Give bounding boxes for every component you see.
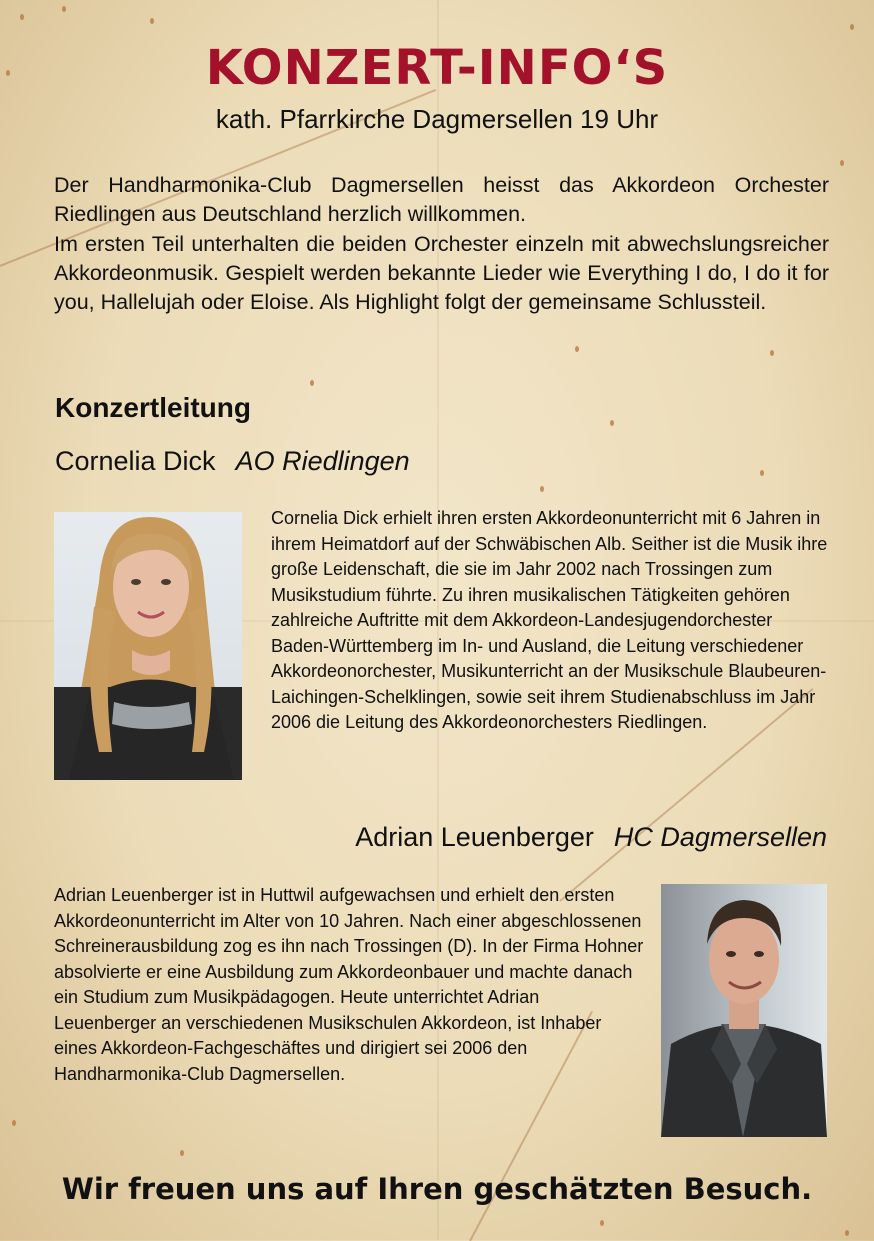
intro-paragraph: Der Handharmonika-Club Dagmersellen heisst das Akkordeon Orchester Riedlingen aus Deutschland herzlich willkommen. xyxy=(54,173,829,226)
paper-speck xyxy=(62,6,66,12)
conductor-name: Cornelia Dick xyxy=(55,446,216,476)
page-title: KONZERT-INFO‘S xyxy=(205,40,669,96)
section-heading: Konzertleitung xyxy=(55,392,251,423)
paper-speck xyxy=(310,380,314,386)
paper-speck xyxy=(180,1150,184,1156)
conductor-orchestra: HC Dagmersellen xyxy=(613,822,827,852)
paper-speck xyxy=(540,486,544,492)
portrait-woman-image xyxy=(54,512,242,780)
paper-speck xyxy=(575,346,579,352)
conductor-name-line xyxy=(55,446,410,477)
paper-speck xyxy=(20,14,24,20)
paper-speck xyxy=(840,160,844,166)
intro-paragraph: Im ersten Teil unterhalten die beiden Orchester einzeln mit abwechslungsreicher Akkordeonmusik. Gespielt werden bekannte Lieder wie Everything I do, I do it for you, Hallelujah oder Eloise. Als Highlight folgt der gemeinsame Schlussteil. xyxy=(54,232,829,314)
conductor-photo xyxy=(54,512,242,780)
closing-line: Wir freuen uns auf Ihren geschätzten Besuch. xyxy=(61,1172,813,1206)
venue-time: kath. Pfarrkirche Dagmersellen 19 Uhr xyxy=(215,104,659,134)
conductor-photo xyxy=(661,884,827,1137)
conductor-orchestra: AO Riedlingen xyxy=(235,446,410,476)
conductor-bio: Adrian Leuenberger ist in Huttwil aufgewachsen und erhielt den ersten Akkordeonunterricht im Alter von 10 Jahren. Nach einer abgeschlossenen Schreinerausbildung zog es ihn nach Trossingen (D). In der Firma Hohner absolvierte er eine Ausbildung zum Akkordeonbauer und machte danach ein Studium zum Musikpädagogen. Heute unterrichtet Adrian Leuenberger an verschiedenen Musikschulen Akkordeon, ist Inhaber eines Akkordeon-Fachgeschäftes und dirigiert sei 2006 den Handharmonika-Club Dagmersellen. xyxy=(54,885,644,1084)
portrait-man-image xyxy=(661,884,827,1137)
conductor-name: Adrian Leuenberger xyxy=(355,822,594,852)
paper-speck xyxy=(850,24,854,30)
conductor-name-line xyxy=(355,822,827,853)
paper-speck xyxy=(770,350,774,356)
conductor-bio: Cornelia Dick erhielt ihren ersten Akkordeonunterricht mit 6 Jahren in ihrem Heimatdorf auf der Schwäbischen Alb. Seither ist die Musik ihre große Leidenschaft, die sie im Jahr 2002 nach Trossingen zum Musikstudium führte. Zu ihren musikalischen Tätigkeiten gehören zahlreiche Auftritte mit dem Akkordeon-Landesjugendorchester Baden-Württemberg im In- und Ausland, die Leitung verschiedener Akkordeonorchester, Musikunterricht an der Musikschule Blaubeuren-Laichingen-Schelklingen, sowie seit ihrem Studienabschluss im Jahr 2006 die Leitung des Akkordeonorchesters Riedlingen. xyxy=(271,508,828,732)
paper-speck xyxy=(600,1220,604,1226)
paper-speck xyxy=(845,1230,849,1236)
paper-speck xyxy=(760,470,764,476)
paper-speck xyxy=(150,18,154,24)
paper-speck xyxy=(12,1120,16,1126)
paper-speck xyxy=(610,420,614,426)
